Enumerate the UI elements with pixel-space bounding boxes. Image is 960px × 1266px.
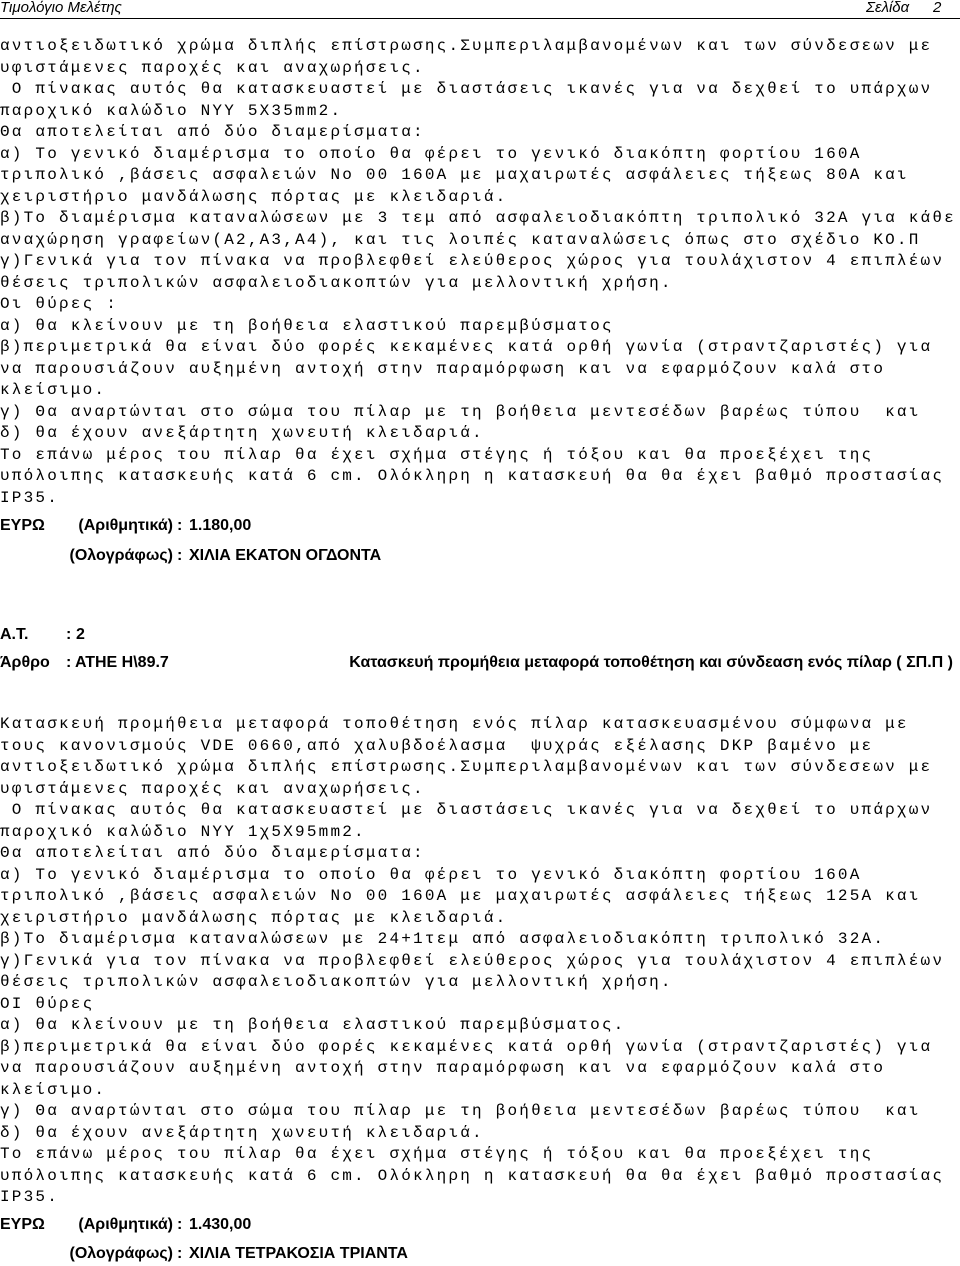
header-rule (0, 18, 960, 19)
text-line: θέσεις τριπολικών ασφαλειοδιακοπτών για μελλοντική χρήση. (0, 273, 673, 292)
text-line: ΟΙ θύρες (0, 994, 95, 1013)
text-line: δ) θα έχουν ανεξάρτητη χωνευτή κλειδαριά. (0, 1123, 484, 1142)
text-line: β)περιμετρικά θα είναι δύο φορές κεκαμένες κατά ορθή γωνία (στραντζαριστές) για (0, 1037, 933, 1056)
text-line: Ο πίνακας αυτός θα κατασκευαστεί με διαστάσεις ικανές για να δεχθεί το υπάρχων (0, 80, 933, 98)
price-words-value: ΧΙΛΙΑ ΕΚΑΤΟΝ ΟΓΔΟΝΤΑ (189, 547, 382, 564)
text-line: β)περιμετρικά θα είναι δύο φορές κεκαμένες κατά ορθή γωνία (στραντζαριστές) για (0, 338, 933, 356)
text-line: αντιοξειδωτικό χρώμα διπλής επίστρωσης.Συμπεριλαμβανομένων και των σύνδεσεων με (0, 37, 933, 55)
text-line: τους κανονισμούς VDE 0660,από χαλυβδοέλασμα ψυχράς εξέλασης DKP βαμένο με (0, 736, 874, 755)
text-line: Ο πίνακας αυτός θα κατασκευαστεί με διαστάσεις ικανές για να δεχθεί το υπάρχων (0, 801, 933, 819)
text-line: Θα αποτελείται από δύο διαμερίσματα: (0, 844, 425, 862)
price-words-label: (Ολογράφως) (69, 547, 173, 564)
text-line: Θα αποτελείται από δύο διαμερίσματα: (0, 123, 425, 141)
text-line: δ) θα έχουν ανεξάρτητη χωνευτή κλειδαριά. (0, 424, 484, 442)
item1-description (0, 36, 960, 509)
text-line: τριπολικό ,βάσεις ασφαλειών Νο 00 160A με μαχαιρωτές ασφάλειες τήξεως 80A και (0, 166, 909, 184)
text-line: α) Το γενικό διαμέρισμα το οποίο θα φέρει το γενικό διακόπτη φορτίου 160A (0, 865, 862, 884)
text-line: α) θα κλείνουν με τη βοήθεια ελαστικού παρεμβύσματος (0, 316, 614, 335)
price-numeric-value: 1.430,00 (189, 1216, 252, 1233)
text-line: υφιστάμενες παροχές και αναχωρήσεις. (0, 58, 425, 77)
price-separator: : (177, 1216, 183, 1233)
text-line: Το επάνω μέρος του πίλαρ θα έχει σχήμα στέγης ή τόξου και θα προεξέχει της (0, 445, 874, 464)
article-separator: : (66, 654, 72, 671)
text-line: παροχικό καλώδιο NYY 5X35mm2. (0, 101, 343, 120)
text-line: γ) Θα αναρτώνται στο σώμα του πίλαρ με τη βοήθεια μεντεσέδων βαρέως τύπου και (0, 402, 921, 421)
text-line: παροχικό καλώδιο NYY 1χ5X95mm2. (0, 822, 366, 841)
text-line: IP35. (0, 488, 60, 507)
text-line: α) θα κλείνουν με τη βοήθεια ελαστικού παρεμβύσματος. (0, 1016, 626, 1034)
item2-description (0, 714, 960, 1209)
text-line: αντιοξειδωτικό χρώμα διπλής επίστρωσης.Συμπεριλαμβανομένων και των σύνδεσεων με (0, 758, 933, 776)
text-line: Κατασκευή προμήθεια μεταφορά τοποθέτηση ενός πίλαρ κατασκευασμένου σύμφωνα με (0, 715, 909, 733)
text-line: α) Το γενικό διαμέρισμα το οποίο θα φέρει το γενικό διακόπτη φορτίου 160A (0, 144, 862, 163)
text-line: υπόλοιπης κατασκευής κατά 6 cm. Ολόκληρη η κατασκευή θα θα έχει βαθμό προστασίας (0, 1166, 945, 1185)
text-line: αναχώρηση γραφείων(A2,A3,A4), και τις λοιπές καταναλώσεις όπως στο σχέδιο ΚΟ.Π (0, 230, 921, 249)
text-line: να παρουσιάζουν αυξημένη αντοχή στην παραμόρφωση και να εφαρμόζουν καλά στο (0, 359, 886, 378)
text-line: γ) Θα αναρτώνται στο σώμα του πίλαρ με τη βοήθεια μεντεσέδων βαρέως τύπου και (0, 1102, 921, 1120)
text-line: κλείσιμο. (0, 381, 107, 399)
price-words-value: ΧΙΛΙΑ ΤΕΤΡΑΚΟΣΙΑ ΤΡΙΑΝΤΑ (189, 1245, 408, 1262)
text-line: να παρουσιάζουν αυξημένη αντοχή στην παραμόρφωση και να εφαρμόζουν καλά στο (0, 1059, 886, 1077)
text-line: γ)Γενικά για τον πίνακα να προβλεφθεί ελεύθερος χώρος για τουλάχιστον 4 επιπλέων (0, 951, 945, 970)
price-currency-label: ΕΥΡΩ (0, 517, 45, 534)
text-line: Οι θύρες : (0, 295, 119, 313)
text-line: IP35. (0, 1188, 60, 1206)
article-label: Άρθρο (0, 654, 50, 671)
text-line: β)Το διαμέρισμα καταναλώσεων με 3 τεμ από ασφαλειοδιακόπτη τριπολικό 32A για κάθε (0, 209, 956, 227)
at-separator: : (66, 626, 72, 643)
article-code: ΑΤΗΕ Η\89.7 (75, 654, 169, 671)
text-line: υπόλοιπης κατασκευής κατά 6 cm. Ολόκληρη η κατασκευή θα θα έχει βαθμό προστασίας (0, 467, 945, 485)
at-label: Α.Τ. (0, 626, 29, 643)
text-line: γ)Γενικά για τον πίνακα να προβλεφθεί ελεύθερος χώρος για τουλάχιστον 4 επιπλέων (0, 252, 945, 270)
price-numeric-label: (Αριθμητικά) (78, 1216, 173, 1233)
price-separator: : (177, 517, 183, 534)
text-line: υφιστάμενες παροχές και αναχωρήσεις. (0, 779, 425, 798)
header-title: Τιμολόγιο Μελέτης (0, 0, 122, 16)
price-numeric-value: 1.180,00 (189, 517, 252, 534)
page-label: Σελίδα (866, 0, 910, 16)
text-line: θέσεις τριπολικών ασφαλειοδιακοπτών για μελλοντική χρήση. (0, 973, 673, 991)
price-currency-label: ΕΥΡΩ (0, 1216, 45, 1233)
text-line: β)Το διαμέρισμα καταναλώσεων με 24+1τεμ από ασφαλειοδιακόπτη τριπολικό 32A. (0, 930, 886, 948)
text-line: κλείσιμο. (0, 1080, 107, 1099)
text-line: τριπολικό ,βάσεις ασφαλειών Νο 00 160A με μαχαιρωτές ασφάλειες τήξεως 125A και (0, 887, 921, 905)
price-numeric-label: (Αριθμητικά) (78, 517, 173, 534)
article-title: Κατασκευή προμήθεια μεταφορά τοποθέτηση και σύνδεαση ενός πίλαρ ( ΣΠ.Π ) (349, 654, 953, 671)
text-line: χειριστήριο μανδάλωσης πόρτας με κλειδαριά. (0, 908, 508, 927)
price-separator: : (177, 1245, 183, 1262)
page-number: 2 (933, 0, 942, 16)
text-line: χειριστήριο μανδάλωσης πόρτας με κλειδαριά. (0, 187, 508, 206)
price-words-label: (Ολογράφως) (69, 1245, 173, 1262)
price-separator: : (177, 547, 183, 564)
at-value: 2 (76, 626, 85, 643)
text-line: Το επάνω μέρος του πίλαρ θα έχει σχήμα στέγης ή τόξου και θα προεξέχει της (0, 1145, 874, 1163)
